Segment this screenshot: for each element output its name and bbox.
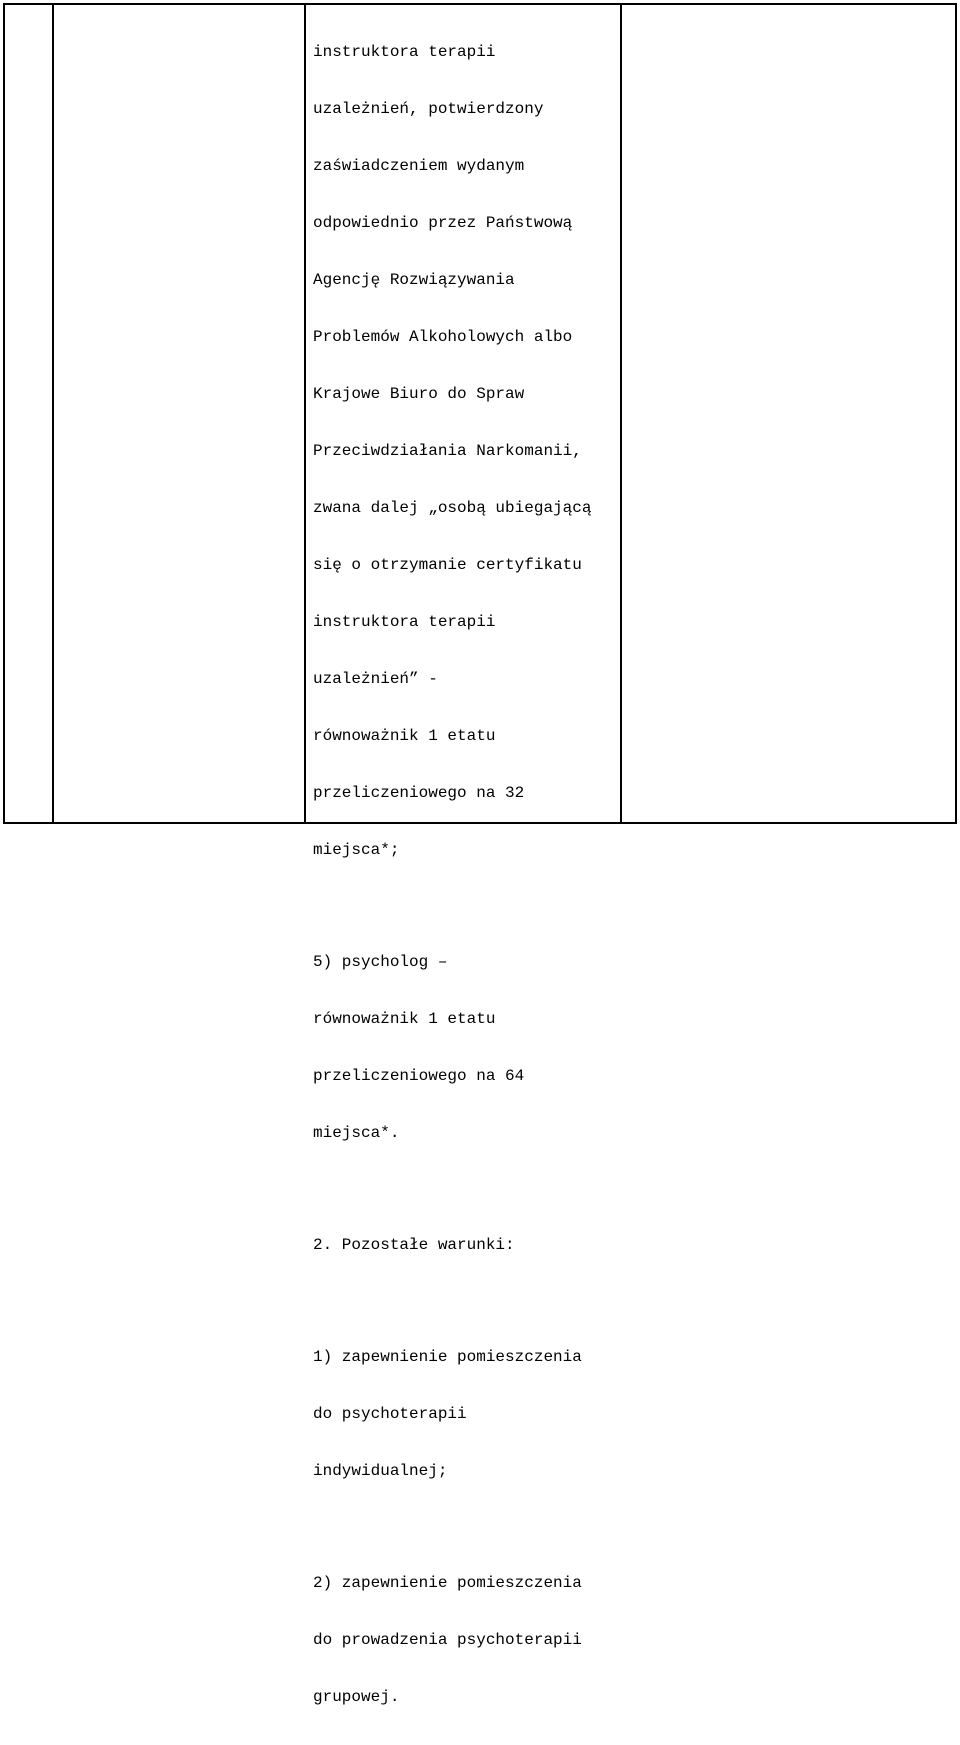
cell-line: 1) zapewnienie pomieszczenia (313, 1348, 582, 1366)
column-divider-1 (52, 3, 54, 824)
cell-line: grupowej. (313, 1688, 400, 1706)
cell-line: zwana dalej „osobą ubiegającą (313, 499, 592, 517)
cell-line: Przeciwdziałania Narkomanii, (313, 442, 582, 460)
cell-line: instruktora terapii (313, 43, 496, 61)
cell-line: 2. Pozostałe warunki: (313, 1236, 515, 1254)
cell-line: do prowadzenia psychoterapii (313, 1631, 582, 1649)
cell-line: Agencję Rozwiązywania (313, 271, 515, 289)
cell-line: odpowiednio przez Państwową (313, 214, 573, 232)
paragraph-gap (313, 1519, 613, 1536)
cell-line: 5) psycholog – (313, 953, 448, 971)
table-left-border (3, 3, 5, 824)
cell-line: się o otrzymanie certyfikatu (313, 556, 582, 574)
cell-line: 2) zapewnienie pomieszczenia (313, 1574, 582, 1592)
requirements-cell (313, 5, 613, 1745)
cell-line: przeliczeniowego na 64 (313, 1067, 525, 1085)
cell-line: Krajowe Biuro do Spraw (313, 385, 525, 403)
cell-line: przeliczeniowego na 32 (313, 784, 525, 802)
cell-line: indywidualnej; (313, 1462, 448, 1480)
paragraph-gap (313, 1293, 613, 1310)
cell-line: uzależnień, potwierdzony (313, 100, 544, 118)
cell-line: równoważnik 1 etatu (313, 1010, 496, 1028)
cell-line: Problemów Alkoholowych albo (313, 328, 573, 346)
paragraph-gap (313, 1181, 613, 1198)
cell-line: miejsca*. (313, 1124, 400, 1142)
column-divider-2 (304, 3, 306, 824)
cell-line: uzależnień” - (313, 670, 438, 688)
cell-line: instruktora terapii (313, 613, 496, 631)
cell-line: miejsca*; (313, 841, 400, 859)
cell-line: równoważnik 1 etatu (313, 727, 496, 745)
column-divider-3 (620, 3, 622, 824)
cell-line: do psychoterapii (313, 1405, 467, 1423)
cell-line: zaświadczeniem wydanym (313, 157, 525, 175)
paragraph-gap (313, 898, 613, 915)
table-right-border (955, 3, 957, 824)
